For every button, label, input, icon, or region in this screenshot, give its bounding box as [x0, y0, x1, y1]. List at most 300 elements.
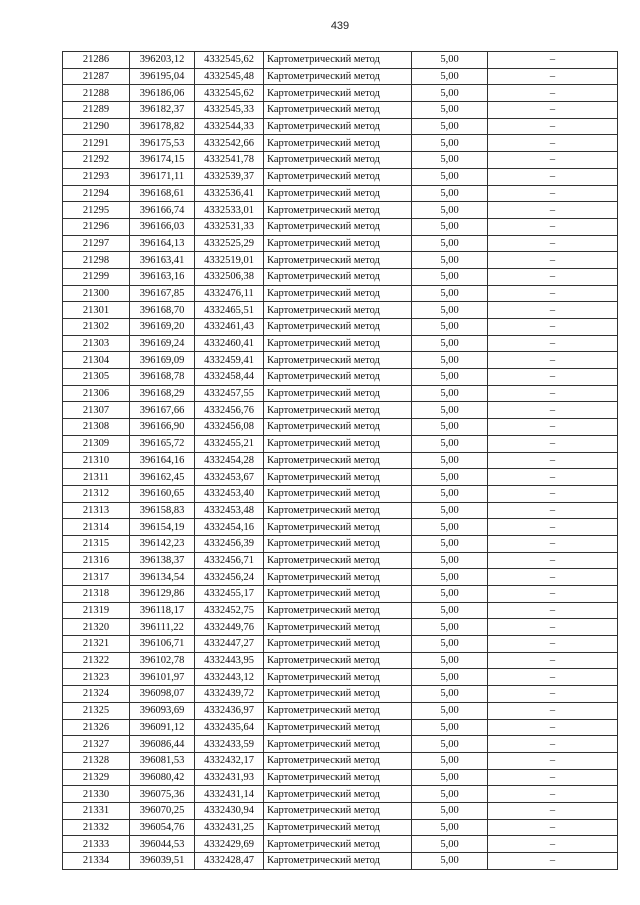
accuracy-cell: 5,00: [412, 719, 488, 736]
accuracy-cell: 5,00: [412, 168, 488, 185]
table-row: [63, 469, 618, 486]
method-cell: Картометрический метод: [264, 202, 412, 219]
point-number-cell: 21289: [63, 102, 130, 119]
table-row: [63, 52, 618, 69]
table-row: [63, 519, 618, 536]
method-cell: Картометрический метод: [264, 802, 412, 819]
description-cell: –: [488, 252, 618, 269]
point-number-cell: 21323: [63, 669, 130, 686]
point-number-cell: 21315: [63, 535, 130, 552]
x-coordinate-cell: 396163,16: [130, 268, 195, 285]
table-row: [63, 769, 618, 786]
x-coordinate-cell: 396091,12: [130, 719, 195, 736]
y-coordinate-cell: 4332432,17: [195, 752, 264, 769]
x-coordinate-cell: 396075,36: [130, 786, 195, 803]
point-number-cell: 21302: [63, 319, 130, 336]
y-coordinate-cell: 4332461,43: [195, 319, 264, 336]
table-row: [63, 686, 618, 703]
point-number-cell: 21322: [63, 652, 130, 669]
y-coordinate-cell: 4332525,29: [195, 235, 264, 252]
point-number-cell: 21313: [63, 502, 130, 519]
x-coordinate-cell: 396160,65: [130, 485, 195, 502]
description-cell: –: [488, 619, 618, 636]
point-number-cell: 21331: [63, 802, 130, 819]
table-row: [63, 719, 618, 736]
accuracy-cell: 5,00: [412, 652, 488, 669]
point-number-cell: 21318: [63, 586, 130, 603]
y-coordinate-cell: 4332431,14: [195, 786, 264, 803]
table-row: [63, 502, 618, 519]
accuracy-cell: 5,00: [412, 602, 488, 619]
point-number-cell: 21309: [63, 435, 130, 452]
accuracy-cell: 5,00: [412, 235, 488, 252]
description-cell: –: [488, 385, 618, 402]
method-cell: Картометрический метод: [264, 352, 412, 369]
y-coordinate-cell: 4332455,21: [195, 435, 264, 452]
y-coordinate-cell: 4332465,51: [195, 302, 264, 319]
method-cell: Картометрический метод: [264, 152, 412, 169]
accuracy-cell: 5,00: [412, 419, 488, 436]
method-cell: Картометрический метод: [264, 452, 412, 469]
method-cell: Картометрический метод: [264, 736, 412, 753]
table-row: [63, 235, 618, 252]
x-coordinate-cell: 396167,66: [130, 402, 195, 419]
table-row: [63, 152, 618, 169]
coordinates-table-body: [63, 52, 618, 870]
x-coordinate-cell: 396167,85: [130, 285, 195, 302]
method-cell: Картометрический метод: [264, 68, 412, 85]
method-cell: Картометрический метод: [264, 302, 412, 319]
description-cell: –: [488, 652, 618, 669]
method-cell: Картометрический метод: [264, 586, 412, 603]
point-number-cell: 21298: [63, 252, 130, 269]
x-coordinate-cell: 396080,42: [130, 769, 195, 786]
method-cell: Картометрический метод: [264, 185, 412, 202]
point-number-cell: 21328: [63, 752, 130, 769]
point-number-cell: 21307: [63, 402, 130, 419]
x-coordinate-cell: 396102,78: [130, 652, 195, 669]
description-cell: –: [488, 135, 618, 152]
description-cell: –: [488, 586, 618, 603]
method-cell: Картометрический метод: [264, 519, 412, 536]
y-coordinate-cell: 4332456,71: [195, 552, 264, 569]
accuracy-cell: 5,00: [412, 853, 488, 870]
y-coordinate-cell: 4332429,69: [195, 836, 264, 853]
description-cell: –: [488, 452, 618, 469]
description-cell: –: [488, 853, 618, 870]
x-coordinate-cell: 396111,22: [130, 619, 195, 636]
table-row: [63, 619, 618, 636]
description-cell: –: [488, 569, 618, 586]
description-cell: –: [488, 369, 618, 386]
accuracy-cell: 5,00: [412, 385, 488, 402]
description-cell: –: [488, 352, 618, 369]
y-coordinate-cell: 4332544,33: [195, 118, 264, 135]
description-cell: –: [488, 168, 618, 185]
point-number-cell: 21292: [63, 152, 130, 169]
description-cell: –: [488, 752, 618, 769]
accuracy-cell: 5,00: [412, 802, 488, 819]
x-coordinate-cell: 396118,17: [130, 602, 195, 619]
accuracy-cell: 5,00: [412, 302, 488, 319]
table-row: [63, 302, 618, 319]
y-coordinate-cell: 4332454,16: [195, 519, 264, 536]
description-cell: –: [488, 469, 618, 486]
table-row: [63, 168, 618, 185]
accuracy-cell: 5,00: [412, 452, 488, 469]
accuracy-cell: 5,00: [412, 135, 488, 152]
method-cell: Картометрический метод: [264, 786, 412, 803]
table-row: [63, 335, 618, 352]
x-coordinate-cell: 396186,06: [130, 85, 195, 102]
method-cell: Картометрический метод: [264, 319, 412, 336]
point-number-cell: 21297: [63, 235, 130, 252]
accuracy-cell: 5,00: [412, 268, 488, 285]
table-row: [63, 586, 618, 603]
x-coordinate-cell: 396101,97: [130, 669, 195, 686]
description-cell: –: [488, 335, 618, 352]
table-row: [63, 268, 618, 285]
page-number: 439: [330, 20, 350, 32]
x-coordinate-cell: 396154,19: [130, 519, 195, 536]
method-cell: Картометрический метод: [264, 369, 412, 386]
description-cell: –: [488, 152, 618, 169]
point-number-cell: 21303: [63, 335, 130, 352]
y-coordinate-cell: 4332436,97: [195, 702, 264, 719]
x-coordinate-cell: 396174,15: [130, 152, 195, 169]
point-number-cell: 21321: [63, 636, 130, 653]
point-number-cell: 21320: [63, 619, 130, 636]
accuracy-cell: 5,00: [412, 619, 488, 636]
method-cell: Картометрический метод: [264, 235, 412, 252]
y-coordinate-cell: 4332431,25: [195, 819, 264, 836]
accuracy-cell: 5,00: [412, 535, 488, 552]
accuracy-cell: 5,00: [412, 469, 488, 486]
point-number-cell: 21317: [63, 569, 130, 586]
x-coordinate-cell: 396158,83: [130, 502, 195, 519]
y-coordinate-cell: 4332533,01: [195, 202, 264, 219]
description-cell: –: [488, 736, 618, 753]
y-coordinate-cell: 4332447,27: [195, 636, 264, 653]
method-cell: Картометрический метод: [264, 535, 412, 552]
accuracy-cell: 5,00: [412, 52, 488, 69]
point-number-cell: 21329: [63, 769, 130, 786]
x-coordinate-cell: 396203,12: [130, 52, 195, 69]
point-number-cell: 21330: [63, 786, 130, 803]
x-coordinate-cell: 396054,76: [130, 819, 195, 836]
x-coordinate-cell: 396093,69: [130, 702, 195, 719]
method-cell: Картометрический метод: [264, 285, 412, 302]
description-cell: –: [488, 302, 618, 319]
accuracy-cell: 5,00: [412, 769, 488, 786]
x-coordinate-cell: 396171,11: [130, 168, 195, 185]
point-number-cell: 21296: [63, 218, 130, 235]
point-number-cell: 21291: [63, 135, 130, 152]
method-cell: Картометрический метод: [264, 752, 412, 769]
x-coordinate-cell: 396166,74: [130, 202, 195, 219]
table-row: [63, 218, 618, 235]
x-coordinate-cell: 396098,07: [130, 686, 195, 703]
point-number-cell: 21310: [63, 452, 130, 469]
table-row: [63, 569, 618, 586]
table-row: [63, 819, 618, 836]
method-cell: Картометрический метод: [264, 569, 412, 586]
point-number-cell: 21316: [63, 552, 130, 569]
y-coordinate-cell: 4332541,78: [195, 152, 264, 169]
y-coordinate-cell: 4332433,59: [195, 736, 264, 753]
x-coordinate-cell: 396162,45: [130, 469, 195, 486]
table-row: [63, 752, 618, 769]
x-coordinate-cell: 396164,13: [130, 235, 195, 252]
accuracy-cell: 5,00: [412, 686, 488, 703]
description-cell: –: [488, 535, 618, 552]
accuracy-cell: 5,00: [412, 552, 488, 569]
description-cell: –: [488, 836, 618, 853]
y-coordinate-cell: 4332443,95: [195, 652, 264, 669]
y-coordinate-cell: 4332455,17: [195, 586, 264, 603]
point-number-cell: 21301: [63, 302, 130, 319]
point-number-cell: 21286: [63, 52, 130, 69]
accuracy-cell: 5,00: [412, 102, 488, 119]
table-row: [63, 652, 618, 669]
point-number-cell: 21312: [63, 485, 130, 502]
table-row: [63, 102, 618, 119]
method-cell: Картометрический метод: [264, 218, 412, 235]
method-cell: Картометрический метод: [264, 402, 412, 419]
accuracy-cell: 5,00: [412, 636, 488, 653]
accuracy-cell: 5,00: [412, 736, 488, 753]
y-coordinate-cell: 4332458,44: [195, 369, 264, 386]
description-cell: –: [488, 285, 618, 302]
method-cell: Картометрический метод: [264, 268, 412, 285]
x-coordinate-cell: 396168,70: [130, 302, 195, 319]
description-cell: –: [488, 802, 618, 819]
table-row: [63, 85, 618, 102]
accuracy-cell: 5,00: [412, 185, 488, 202]
method-cell: Картометрический метод: [264, 686, 412, 703]
table-row: [63, 285, 618, 302]
x-coordinate-cell: 396169,24: [130, 335, 195, 352]
accuracy-cell: 5,00: [412, 85, 488, 102]
method-cell: Картометрический метод: [264, 485, 412, 502]
x-coordinate-cell: 396086,44: [130, 736, 195, 753]
method-cell: Картометрический метод: [264, 719, 412, 736]
table-row: [63, 402, 618, 419]
description-cell: –: [488, 669, 618, 686]
method-cell: Картометрический метод: [264, 118, 412, 135]
method-cell: Картометрический метод: [264, 335, 412, 352]
y-coordinate-cell: 4332457,55: [195, 385, 264, 402]
x-coordinate-cell: 396164,16: [130, 452, 195, 469]
method-cell: Картометрический метод: [264, 385, 412, 402]
method-cell: Картометрический метод: [264, 502, 412, 519]
method-cell: Картометрический метод: [264, 669, 412, 686]
accuracy-cell: 5,00: [412, 435, 488, 452]
accuracy-cell: 5,00: [412, 285, 488, 302]
x-coordinate-cell: 396166,90: [130, 419, 195, 436]
x-coordinate-cell: 396168,29: [130, 385, 195, 402]
description-cell: –: [488, 719, 618, 736]
y-coordinate-cell: 4332456,76: [195, 402, 264, 419]
table-row: [63, 485, 618, 502]
y-coordinate-cell: 4332531,33: [195, 218, 264, 235]
point-number-cell: 21290: [63, 118, 130, 135]
table-row: [63, 853, 618, 870]
y-coordinate-cell: 4332545,62: [195, 52, 264, 69]
description-cell: –: [488, 85, 618, 102]
accuracy-cell: 5,00: [412, 218, 488, 235]
x-coordinate-cell: 396044,53: [130, 836, 195, 853]
x-coordinate-cell: 396142,23: [130, 535, 195, 552]
table-row: [63, 535, 618, 552]
accuracy-cell: 5,00: [412, 202, 488, 219]
point-number-cell: 21288: [63, 85, 130, 102]
method-cell: Картометрический метод: [264, 819, 412, 836]
method-cell: Картометрический метод: [264, 168, 412, 185]
description-cell: –: [488, 502, 618, 519]
y-coordinate-cell: 4332542,66: [195, 135, 264, 152]
table-row: [63, 185, 618, 202]
table-row: [63, 552, 618, 569]
point-number-cell: 21332: [63, 819, 130, 836]
table-row: [63, 435, 618, 452]
accuracy-cell: 5,00: [412, 352, 488, 369]
method-cell: Картометрический метод: [264, 52, 412, 69]
description-cell: –: [488, 218, 618, 235]
point-number-cell: 21319: [63, 602, 130, 619]
description-cell: –: [488, 419, 618, 436]
point-number-cell: 21295: [63, 202, 130, 219]
accuracy-cell: 5,00: [412, 569, 488, 586]
y-coordinate-cell: 4332476,11: [195, 285, 264, 302]
table-row: [63, 802, 618, 819]
y-coordinate-cell: 4332452,75: [195, 602, 264, 619]
description-cell: –: [488, 519, 618, 536]
table-row: [63, 252, 618, 269]
accuracy-cell: 5,00: [412, 252, 488, 269]
y-coordinate-cell: 4332519,01: [195, 252, 264, 269]
description-cell: –: [488, 552, 618, 569]
x-coordinate-cell: 396106,71: [130, 636, 195, 653]
description-cell: –: [488, 485, 618, 502]
method-cell: Картометрический метод: [264, 769, 412, 786]
method-cell: Картометрический метод: [264, 469, 412, 486]
method-cell: Картометрический метод: [264, 602, 412, 619]
y-coordinate-cell: 4332431,93: [195, 769, 264, 786]
method-cell: Картометрический метод: [264, 836, 412, 853]
y-coordinate-cell: 4332536,41: [195, 185, 264, 202]
accuracy-cell: 5,00: [412, 669, 488, 686]
y-coordinate-cell: 4332456,24: [195, 569, 264, 586]
table-row: [63, 385, 618, 402]
x-coordinate-cell: 396081,53: [130, 752, 195, 769]
description-cell: –: [488, 602, 618, 619]
point-number-cell: 21334: [63, 853, 130, 870]
y-coordinate-cell: 4332428,47: [195, 853, 264, 870]
y-coordinate-cell: 4332460,41: [195, 335, 264, 352]
x-coordinate-cell: 396166,03: [130, 218, 195, 235]
description-cell: –: [488, 819, 618, 836]
point-number-cell: 21308: [63, 419, 130, 436]
accuracy-cell: 5,00: [412, 335, 488, 352]
y-coordinate-cell: 4332443,12: [195, 669, 264, 686]
accuracy-cell: 5,00: [412, 786, 488, 803]
x-coordinate-cell: 396178,82: [130, 118, 195, 135]
method-cell: Картометрический метод: [264, 85, 412, 102]
x-coordinate-cell: 396175,53: [130, 135, 195, 152]
coordinates-table: [62, 51, 618, 870]
table-row: [63, 669, 618, 686]
accuracy-cell: 5,00: [412, 402, 488, 419]
accuracy-cell: 5,00: [412, 586, 488, 603]
point-number-cell: 21326: [63, 719, 130, 736]
accuracy-cell: 5,00: [412, 319, 488, 336]
table-row: [63, 786, 618, 803]
point-number-cell: 21333: [63, 836, 130, 853]
description-cell: –: [488, 636, 618, 653]
y-coordinate-cell: 4332539,37: [195, 168, 264, 185]
x-coordinate-cell: 396134,54: [130, 569, 195, 586]
method-cell: Картометрический метод: [264, 252, 412, 269]
x-coordinate-cell: 396169,20: [130, 319, 195, 336]
point-number-cell: 21300: [63, 285, 130, 302]
point-number-cell: 21293: [63, 168, 130, 185]
point-number-cell: 21325: [63, 702, 130, 719]
table-row: [63, 68, 618, 85]
accuracy-cell: 5,00: [412, 485, 488, 502]
method-cell: Картометрический метод: [264, 419, 412, 436]
table-row: [63, 369, 618, 386]
x-coordinate-cell: 396168,61: [130, 185, 195, 202]
point-number-cell: 21306: [63, 385, 130, 402]
accuracy-cell: 5,00: [412, 836, 488, 853]
point-number-cell: 21327: [63, 736, 130, 753]
table-row: [63, 836, 618, 853]
y-coordinate-cell: 4332456,08: [195, 419, 264, 436]
description-cell: –: [488, 202, 618, 219]
description-cell: –: [488, 68, 618, 85]
x-coordinate-cell: 396070,25: [130, 802, 195, 819]
x-coordinate-cell: 396182,37: [130, 102, 195, 119]
accuracy-cell: 5,00: [412, 502, 488, 519]
accuracy-cell: 5,00: [412, 152, 488, 169]
x-coordinate-cell: 396195,04: [130, 68, 195, 85]
description-cell: –: [488, 118, 618, 135]
table-row: [63, 118, 618, 135]
description-cell: –: [488, 235, 618, 252]
method-cell: Картометрический метод: [264, 135, 412, 152]
y-coordinate-cell: 4332435,64: [195, 719, 264, 736]
description-cell: –: [488, 686, 618, 703]
point-number-cell: 21324: [63, 686, 130, 703]
table-row: [63, 419, 618, 436]
table-row: [63, 452, 618, 469]
accuracy-cell: 5,00: [412, 118, 488, 135]
point-number-cell: 21294: [63, 185, 130, 202]
table-row: [63, 702, 618, 719]
x-coordinate-cell: 396165,72: [130, 435, 195, 452]
y-coordinate-cell: 4332453,48: [195, 502, 264, 519]
x-coordinate-cell: 396039,51: [130, 853, 195, 870]
y-coordinate-cell: 4332453,67: [195, 469, 264, 486]
y-coordinate-cell: 4332545,33: [195, 102, 264, 119]
description-cell: –: [488, 185, 618, 202]
point-number-cell: 21287: [63, 68, 130, 85]
table-row: [63, 352, 618, 369]
y-coordinate-cell: 4332453,40: [195, 485, 264, 502]
description-cell: –: [488, 52, 618, 69]
description-cell: –: [488, 268, 618, 285]
